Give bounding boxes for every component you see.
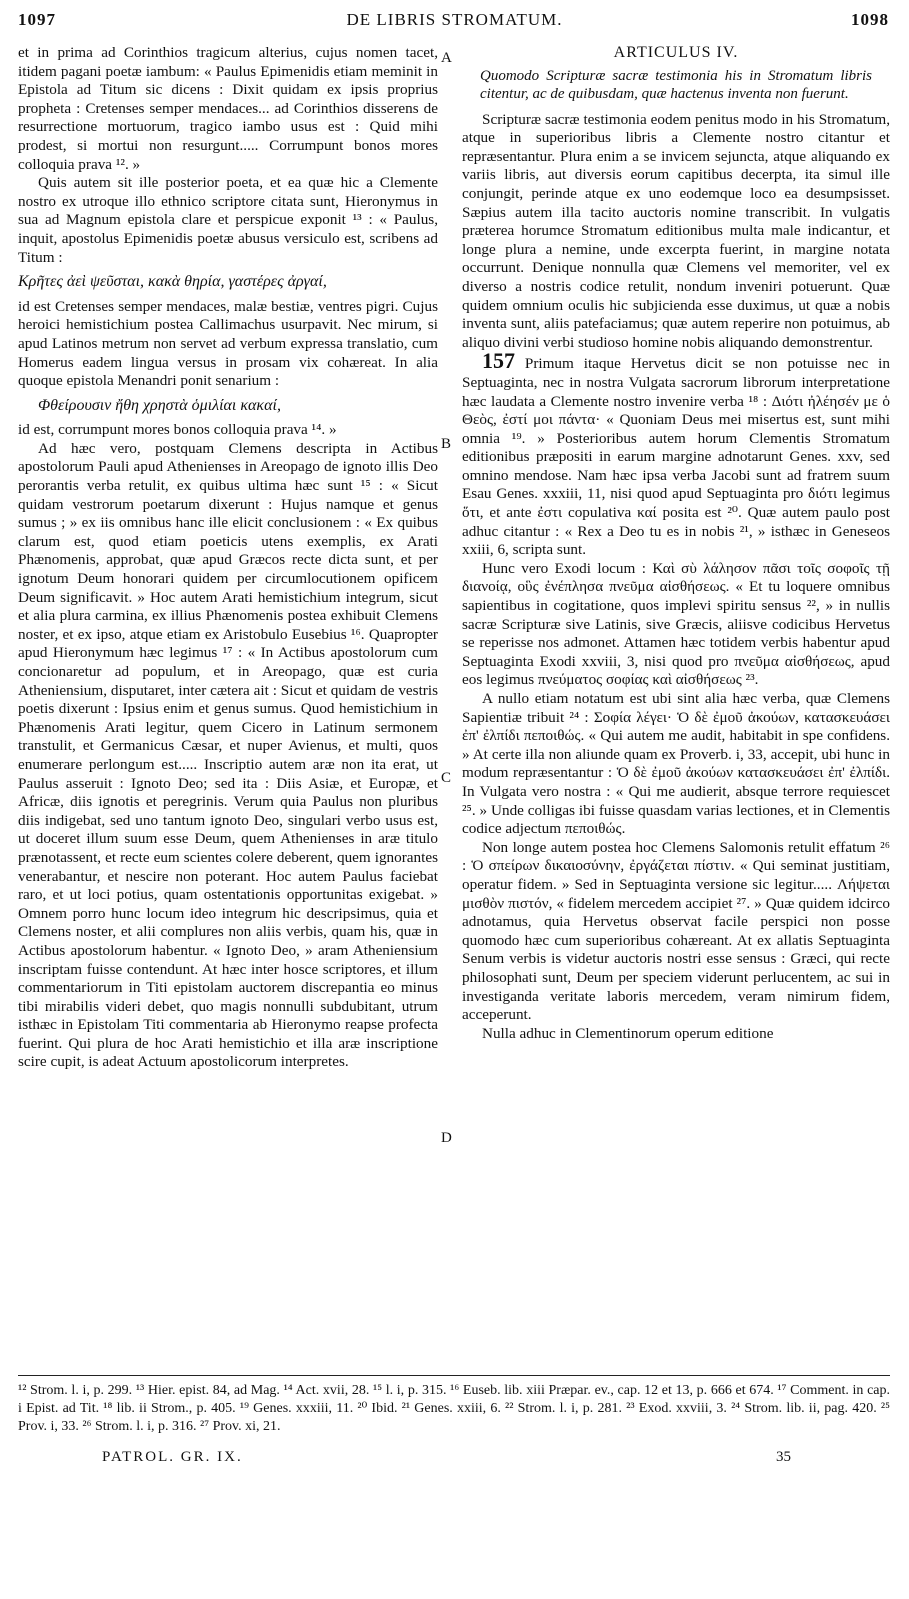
article-subtitle: Quomodo Scripturæ sacræ testimonia his in Stromatum libris citentur, ac de quibusdam, quæ hactenus inventa non fuerunt. <box>480 67 872 102</box>
paragraph <box>462 348 890 560</box>
paragraph: Nulla adhuc in Clementinorum operum editione <box>482 1024 774 1042</box>
column-number: 157 <box>482 348 515 374</box>
footnotes: ¹² Strom. l. i, p. 299. ¹³ Hier. epist. 84, ad Mag. ¹⁴ Act. xvii, 28. ¹⁵ l. i, p. 315. ¹⁶ Euseb. lib. xiii Præpar. ev., cap. 12 et 13, p. 666 et 674. ¹⁷ Comment. in cap. i Epist. ad Tit. ¹⁸ lib. ii Strom., p. 405. ¹⁹ Genes. xxxiii, 11. ²⁰ Ibid. ²¹ Genes. xxiii, 6. ²² Strom. l. i, p. 281. ²³ Exod. xxviii, 3. ²⁴ Strom. lib. ii, pag. 420. ²⁵ Prov. i, 33. ²⁶ Strom. l. i, p. 316. ²⁷ Prov. xi, 21. <box>18 1383 890 1434</box>
margin-mark-d: D <box>441 1130 452 1146</box>
margin-mark-c: C <box>441 770 452 786</box>
greek-verse: Φθείρουσιν ἤθη χρηστὰ ὁμιλίαι κακαί, <box>38 396 281 414</box>
greek-verse: Κρῆτες ἀεὶ ψεῦσται, κακὰ θηρία, γαστέρες ἀργαί, <box>18 273 327 291</box>
paragraph: Ad hæc vero, postquam Clemens descripta in Actibus apostolorum Pauli apud Athenienses in Areopago de ignoto illis Deo perorantis verba retulit, ex quibus ultima hæc sunt ¹⁵ : « Sicut quidam vestrorum poetarum dixerunt : Hujus namque et genus sumus ; » ex iis omnibus hanc ille elicit conclusionem : « Ex quibus clarum est, quod etiam poeticis utens exemplis, ex Arati Phænomenis, approbat, quæ apud Græcos recte dicta sunt, et per ignotum Deum honorari quidem per circumlocutionem opificem Deum significavit. » Hoc autem Arati hemistichium integrum, sicut et alia plura carmina, ex illius Phænomenis postea exhibuit Clemens noster, et ex ipso, atque etiam ex Aristobulo Eusebius ¹⁶. Quapropter apud Hieronymum hæc legimus ¹⁷ : « In Actibus apostolorum cum concionaretur ad populum, et in Areopago, quæ est curia Atheniensium, disputaret, inter cætera ait : Sicut et quidam de vestris poetis dixerunt : Ipsius enim et genus sumus. Quod hemistichium in Phænomenis Arati legitur, quem Cicero in Latinum sermonem transtulit, et Germanicus Cæsar, et nuper Avienus, et multi, quos enumerare perlongum est..... Inscriptio autem aræ non ita erat, ut Paulus asseruit : Ignoto Deo; sed ita : Diis Asiæ, et Europæ, et Africæ, diis ignotis et peregrinis. Verum quia Paulus non pluribus diis indigebat, sed uno tantum ignoto Deo, singulari verbo usus est, ut doceret illum suum esse Deum, quem Athenienses in aræ titulo prænotassent, et recte eum scientes colere deberent, quem ignorantes venerabantur, et nescire non poterant. Hoc autem Paulus faciebat raro, et ut loci potius, quam ostentationis opportunitas exigebat. » Omnem porro hunc locum ideo integrum hic descripsimus, quia et Clemens noster, et alii complures non aliis verbis, quam his, quæ in Actibus apostolorum habentur. « Ignoto Deo, » aram Atheniensium inscriptam fuisse contendunt. At hæc inter hosce scriptores, et illum commentariorum in Titi epistolam auctorem discrepantia eo minus tibi mirabilis videri debet, quo magis nonnulli subdubitant, utrum isthæc in Epistolam Titi commentaria ab Hieronymo reapse profecta fuerint. Qui plura de hoc Arati hemistichio et illa aræ inscriptione scire cupit, is adeat Actuum apostolicorum interpretes. <box>18 439 438 1071</box>
paragraph: et in prima ad Corinthios tragicum alterius, cujus nomen tacet, itidem pagani poetæ iambum: « Paulus Epimenidis etiam meminit in Epistola ad Titum sic dicens : Dixit quidam ex ipsis proprius propheta : Cretenses semper mendaces... ad Corinthios disserens de resurrectione mortuorum, tragico iambo usus est : Quid mihi prodest, si mortui non resurgunt..... Corrumpunt bonos mores colloquia prava ¹². » <box>18 44 438 173</box>
signature-mark: PATROL. GR. IX. <box>102 1449 243 1465</box>
footnote-divider <box>18 1375 890 1376</box>
paragraph-text: Primum itaque Hervetus dicit se non potuisse nec in Septuaginta, nec in nostra Vulgata sacrorum librorum interpretatione hæc laudata a Clemente nostro invenire verba ¹⁸ : Διότι ἠλέησέν με ὁ Θεὸς, ἐστί μοι πάντα· « Quoniam Deus mei misertus est, sunt mihi omnia ¹⁹. » Posterioribus autem horum Clementis Stromatum editionibus præpositi in earum margine adnotarunt Genes. xxv, sed omnino mendose. Nam hæc ipsa verba Jacobi sunt ad fratrem suum Esau Genes. xxxiii, 11, nisi quod apud Septuaginta pro διότι legimus ὅτι, et ante ἐστι copulativa καί posita est ²⁰. Quæ autem paulo post adhuc citantur : « Rex a Deo tu es in nobis ²¹, » isthæc in Geneseos xxiii, 6, scripta sunt. <box>462 355 890 559</box>
paragraph: id est, corrumpunt mores bonos colloquia prava ¹⁴. » <box>18 421 337 439</box>
running-title: DE LIBRIS STROMATUM. <box>346 10 563 29</box>
left-column <box>18 44 438 1072</box>
margin-mark-a: A <box>441 50 452 66</box>
paragraph: A nullo etiam notatum est ubi sint alia hæc verba, quæ Clemens Sapientiæ tribuit ²⁴ : Σοφία λέγει· Ὁ δὲ ἐμοῦ ἀκούων, κατασκευάσει ἐπ' ἐλπίδι πεποιθώς. « Qui autem me audit, habitabit in spe confidens. » At certe illa non aliunde quam ex Proverb. i, 33, accepit, ubi hunc in modum repræsentantur : Ὁ δὲ ἐμοῦ ἀκούων κατασκευάσει ἐπ' ἐλπίδι. In Vulgata vero nostra : « Qui me audierit, absque terrore requiescet ²⁵. » Unde colligas ibi fuisse quasdam varias lectiones, et in Clementis codice adjectum πεποιθώς. <box>462 690 890 838</box>
paragraph: Non longe autem postea hoc Clemens Salomonis retulit effatum ²⁶ : Ὁ σπείρων δικαιοσύνην, ἐργάζεται πίστιν. « Qui seminat justitiam, operatur fidem. » Sed in Septuaginta versione sic legitur..... Λήψεται μισθὸν πιστόν, « fidelem mercedem accipiet ²⁷. » Quæ quidem idcirco adnotamus, quia Hervetus observat facile perspici non posse quomodo hæc cum superioribus cohæreant. At ex allatis Septuaginta Senum verbis is videtur auctoris nostri esse sensus : Græci, qui recte philosophati sunt, Deum per speciem viderunt perlucentem, ac sui in investiganda veritate laboris mercedem, veram nimirum fidem, acceperunt. <box>462 838 890 1024</box>
paragraph: id est Cretenses semper mendaces, malæ bestiæ, ventres pigri. Cujus heroici hemistichium postea Callimachus usurpavit. Nec mirum, si apud Latinos metrum non servet ad verbum expressa translatio, cum Homerus eadem lingua versus in prosam vix cohæreat. In alia quoque epistola Menandri ponit senarium : <box>18 297 438 390</box>
article-title: ARTICULUS IV. <box>613 44 739 61</box>
paragraph: Scripturæ sacræ testimonia eodem penitus modo in his Stromatum, atque in superioribus libris a Clemente nostro citantur et repræsentantur. Plura enim a se invicem sejuncta, atque aliquando ex variis libris, aut diversis eorum capitibus decerpta, ita simul ille conjungit, perinde atque ex uno eodemque loco ea desumpsisset. Sæpius autem illa tacito auctoris nomine transcribit. In vulgatis præterea horumce Stromatum editionibus multa male indicantur, et longe plura a nemine, unde excerpta fuerint, in margine notata occurrunt. Denique nonnulla quæ Clemens vel memoriter, vel ex diverso a nostris codice retulit, nondum inveniri potuerunt. Quæ quidem omnium oculis hic subjicienda esse duximus, ut quæ a nobis inventa sunt, aliis patefaciamus; quæ autem reperire non potuimus, ab aliquo divini verbi studioso homine nobis aliquando demonstrentur. <box>462 110 890 351</box>
page-number-left: 1097 <box>18 10 56 29</box>
paragraph: Quis autem sit ille posterior poeta, et ea quæ hic a Clemente nostro ex utroque illo ethnico scriptore citata sunt, Hieronymus in sua ad Magnum epistola clare et perspicue exponit ¹³ : « Paulus, inquit, apostolus Epimenidis poetæ abusus versiculo est, scribens ad Titum : <box>18 174 438 266</box>
sheet-number: 35 <box>776 1449 791 1465</box>
right-column <box>462 44 890 1043</box>
paragraph: Hunc vero Exodi locum : Καὶ σὺ λάλησον πᾶσι τοῖς σοφοῖς τῇ διανοίᾳ, οὓς ἐνέπλησα πνεῦμα αἰσθήσεως. « Et tu loquere omnibus sapientibus in cogitatione, quos implevi spiritu sensus ²², » in nullis sacræ Scripturæ sive Latinis, sive Græcis, aliisve codicibus Hervetus se reperisse nos admonet. Attamen hæc totidem verbis habentur apud Septuaginta Exodi xxviii, 3, nisi quod pro πνεῦμα αἰσθήσεως, apud eos legimus πνεύματος σοφίας καὶ αἰσθήσεως ²³. <box>462 559 890 689</box>
margin-mark-b: B <box>441 436 452 452</box>
running-header <box>0 10 909 36</box>
page-number-right: 1098 <box>851 10 889 29</box>
